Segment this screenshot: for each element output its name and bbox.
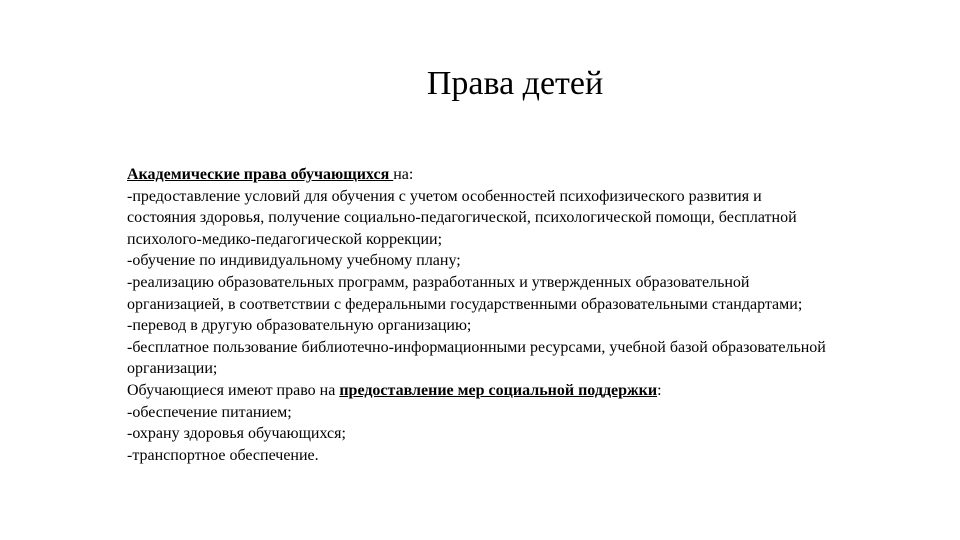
- social-support-line: [127, 380, 927, 402]
- body-line: организацией, в соответствии с федеральными государственными образовательными стандартами;: [127, 295, 803, 313]
- body-line: -охрану здоровья обучающихся;: [127, 425, 346, 443]
- academic-rights-heading-line: [127, 164, 927, 186]
- academic-rights-heading-suffix: на:: [393, 166, 414, 183]
- body-line: -реализацию образовательных программ, разработанных и утвержденных образовательной: [127, 273, 750, 291]
- body-line: психолого-медико-педагогической коррекции;: [127, 230, 443, 248]
- body-line: состояния здоровья, получение социально-педагогической, психологической помощи, бесплатной: [127, 209, 797, 227]
- body-line: -обеспечение питанием;: [127, 403, 292, 421]
- slide-title: Права детей: [426, 65, 604, 102]
- slide-body: [127, 164, 927, 466]
- social-support-prefix: Обучающиеся имеют право на: [127, 381, 340, 399]
- body-line: -предоставление условий для обучения с учетом особенностей психофизического развития и: [127, 187, 762, 205]
- body-line: -бесплатное пользование библиотечно-информационными ресурсами, учебной базой образовательной: [127, 338, 826, 356]
- body-line: -перевод в другую образовательную организацию;: [127, 317, 472, 335]
- social-support-emphasis: предоставление мер социальной поддержки: [339, 381, 658, 399]
- academic-rights-heading: Академические права обучающихся: [127, 166, 394, 183]
- body-line: -обучение по индивидуальному учебному плану;: [127, 252, 461, 270]
- social-support-suffix: :: [657, 381, 662, 399]
- body-line: -транспортное обеспечение.: [127, 446, 319, 464]
- body-line: организации;: [127, 360, 218, 378]
